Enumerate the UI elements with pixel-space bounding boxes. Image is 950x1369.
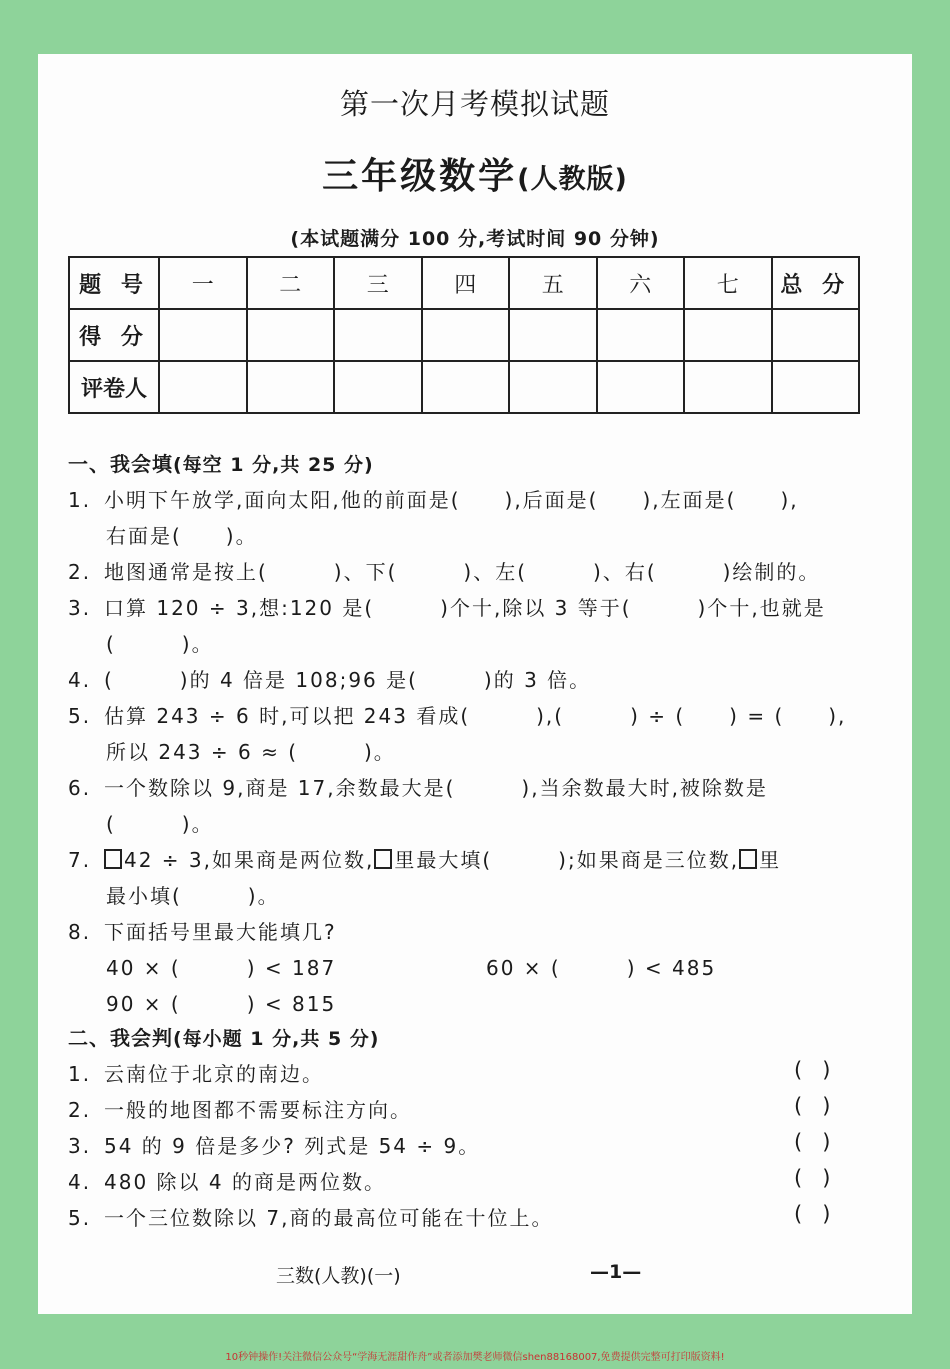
score-header-cell: 二 [247, 257, 335, 309]
score-header-cell: 题 号 [69, 257, 159, 309]
score-cell[interactable] [597, 309, 685, 361]
grader-cell[interactable] [334, 361, 422, 413]
grader-cell[interactable] [159, 361, 247, 413]
question-number: 5. [68, 1206, 92, 1230]
score-cell[interactable] [684, 309, 772, 361]
grader-cell[interactable] [772, 361, 860, 413]
section-judge-title: 二、我会判 [68, 1026, 173, 1050]
score-table-header-row [69, 257, 859, 309]
question-text: 里最大填( );如果商是三位数, [394, 848, 740, 872]
expression-3: 90 × ( ) < 815 [106, 992, 337, 1016]
score-header-cell: 七 [684, 257, 772, 309]
question-7-continued: 最小填( )。 [106, 884, 280, 908]
answer-parentheses[interactable]: () [794, 1130, 851, 1154]
page-number: —1— [590, 1261, 642, 1283]
question-number: 2. [68, 1098, 92, 1122]
question-text: 地图通常是按上( )、下( )、左( )、右( )绘制的。 [104, 560, 821, 584]
score-cell[interactable] [159, 309, 247, 361]
judge-question [68, 1202, 868, 1231]
footer-subject: 三数(人教)(一) [276, 1265, 401, 1287]
grader-cell[interactable] [422, 361, 510, 413]
score-header-cell: 一 [159, 257, 247, 309]
score-header-cell: 六 [597, 257, 685, 309]
question-number: 5. [68, 704, 92, 728]
question-number: 4. [68, 1170, 92, 1194]
grader-cell[interactable] [509, 361, 597, 413]
answer-parentheses[interactable]: () [794, 1202, 851, 1226]
question-number: 2. [68, 560, 92, 584]
score-header-cell: 五 [509, 257, 597, 309]
grader-row-label: 评卷人 [69, 361, 159, 413]
question-text: 一般的地图都不需要标注方向。 [104, 1098, 412, 1122]
section-judge-heading [68, 1022, 380, 1051]
score-cell[interactable] [334, 309, 422, 361]
question-number: 6. [68, 776, 92, 800]
question-1 [68, 484, 868, 513]
exam-paper [38, 54, 912, 1314]
grader-row [69, 361, 859, 413]
question-number: 8. [68, 920, 92, 944]
question-text: ( )的 4 倍是 108;96 是( )的 3 倍。 [104, 668, 592, 692]
exam-note: (本试题满分 100 分,考试时间 90 分钟) [290, 228, 660, 250]
question-text: 一个数除以 9,商是 17,余数最大是( ),当余数最大时,被除数是 [104, 776, 768, 800]
score-cell[interactable] [509, 309, 597, 361]
edition-label: (人教版) [517, 164, 628, 195]
section-fill-points: (每空 1 分,共 25 分) [173, 454, 374, 476]
judge-question [68, 1058, 868, 1087]
answer-parentheses[interactable]: () [794, 1166, 851, 1190]
question-text: 里 [759, 848, 782, 872]
question-1-continued: 右面是( )。 [106, 524, 258, 548]
score-header-cell: 总 分 [772, 257, 860, 309]
question-6 [68, 772, 868, 801]
question-6-continued: ( )。 [106, 812, 214, 836]
grader-cell[interactable] [597, 361, 685, 413]
grader-cell[interactable] [684, 361, 772, 413]
subject-title [38, 148, 912, 199]
question-text: 口算 120 ÷ 3,想:120 是( )个十,除以 3 等于( )个十,也就是 [104, 596, 826, 620]
question-number: 7. [68, 848, 92, 872]
score-cell[interactable] [772, 309, 860, 361]
question-number: 3. [68, 1134, 92, 1158]
question-5 [68, 700, 868, 729]
exam-title: 第一次月考模拟试题 [339, 87, 610, 121]
question-text: 小明下午放学,面向太阳,他的前面是( ),后面是( ),左面是( ), [104, 488, 799, 512]
score-row [69, 309, 859, 361]
question-2 [68, 556, 868, 585]
promo-banner: 10秒钟操作!关注微信公众号“学海无涯甜作舟”或者添加樊老师微信shen88168007,免费提供完整可打印版资料! [225, 1352, 725, 1363]
subject-name: 三年级数学 [322, 156, 518, 197]
expression-1: 40 × ( ) < 187 [106, 956, 337, 980]
question-text: 480 除以 4 的商是两位数。 [104, 1170, 386, 1194]
question-text: 42 ÷ 3,如果商是两位数, [124, 848, 375, 872]
section-fill-heading [68, 448, 374, 477]
question-5-continued: 所以 243 ÷ 6 ≈ ( )。 [106, 740, 396, 764]
question-3-continued: ( )。 [106, 632, 214, 656]
blank-box-icon [374, 849, 392, 869]
section-judge-points: (每小题 1 分,共 5 分) [173, 1028, 380, 1050]
blank-box-icon [104, 849, 122, 869]
judge-question [68, 1094, 868, 1123]
score-header-cell: 三 [334, 257, 422, 309]
question-8 [68, 916, 868, 945]
judge-question [68, 1166, 868, 1195]
score-header-cell: 四 [422, 257, 510, 309]
question-number: 4. [68, 668, 92, 692]
question-4 [68, 664, 868, 693]
score-cell[interactable] [247, 309, 335, 361]
question-text: 估算 243 ÷ 6 时,可以把 243 看成( ),( ) ÷ ( ) = ( ), [104, 704, 847, 728]
question-number: 1. [68, 1062, 92, 1086]
question-text: 一个三位数除以 7,商的最高位可能在十位上。 [104, 1206, 554, 1230]
score-row-label: 得 分 [69, 309, 159, 361]
answer-parentheses[interactable]: () [794, 1094, 851, 1118]
grader-cell[interactable] [247, 361, 335, 413]
score-table [68, 256, 860, 414]
question-3 [68, 592, 868, 621]
question-7 [68, 844, 868, 873]
question-text: 下面括号里最大能填几? [104, 920, 337, 944]
question-number: 3. [68, 596, 92, 620]
section-fill-title: 一、我会填 [68, 452, 173, 476]
expression-2: 60 × ( ) < 485 [486, 956, 717, 980]
question-text: 云南位于北京的南边。 [104, 1062, 324, 1086]
question-number: 1. [68, 488, 92, 512]
question-text: 54 的 9 倍是多少? 列式是 54 ÷ 9。 [104, 1134, 481, 1158]
answer-parentheses[interactable]: () [794, 1058, 851, 1082]
score-cell[interactable] [422, 309, 510, 361]
blank-box-icon [739, 849, 757, 869]
judge-question [68, 1130, 868, 1159]
